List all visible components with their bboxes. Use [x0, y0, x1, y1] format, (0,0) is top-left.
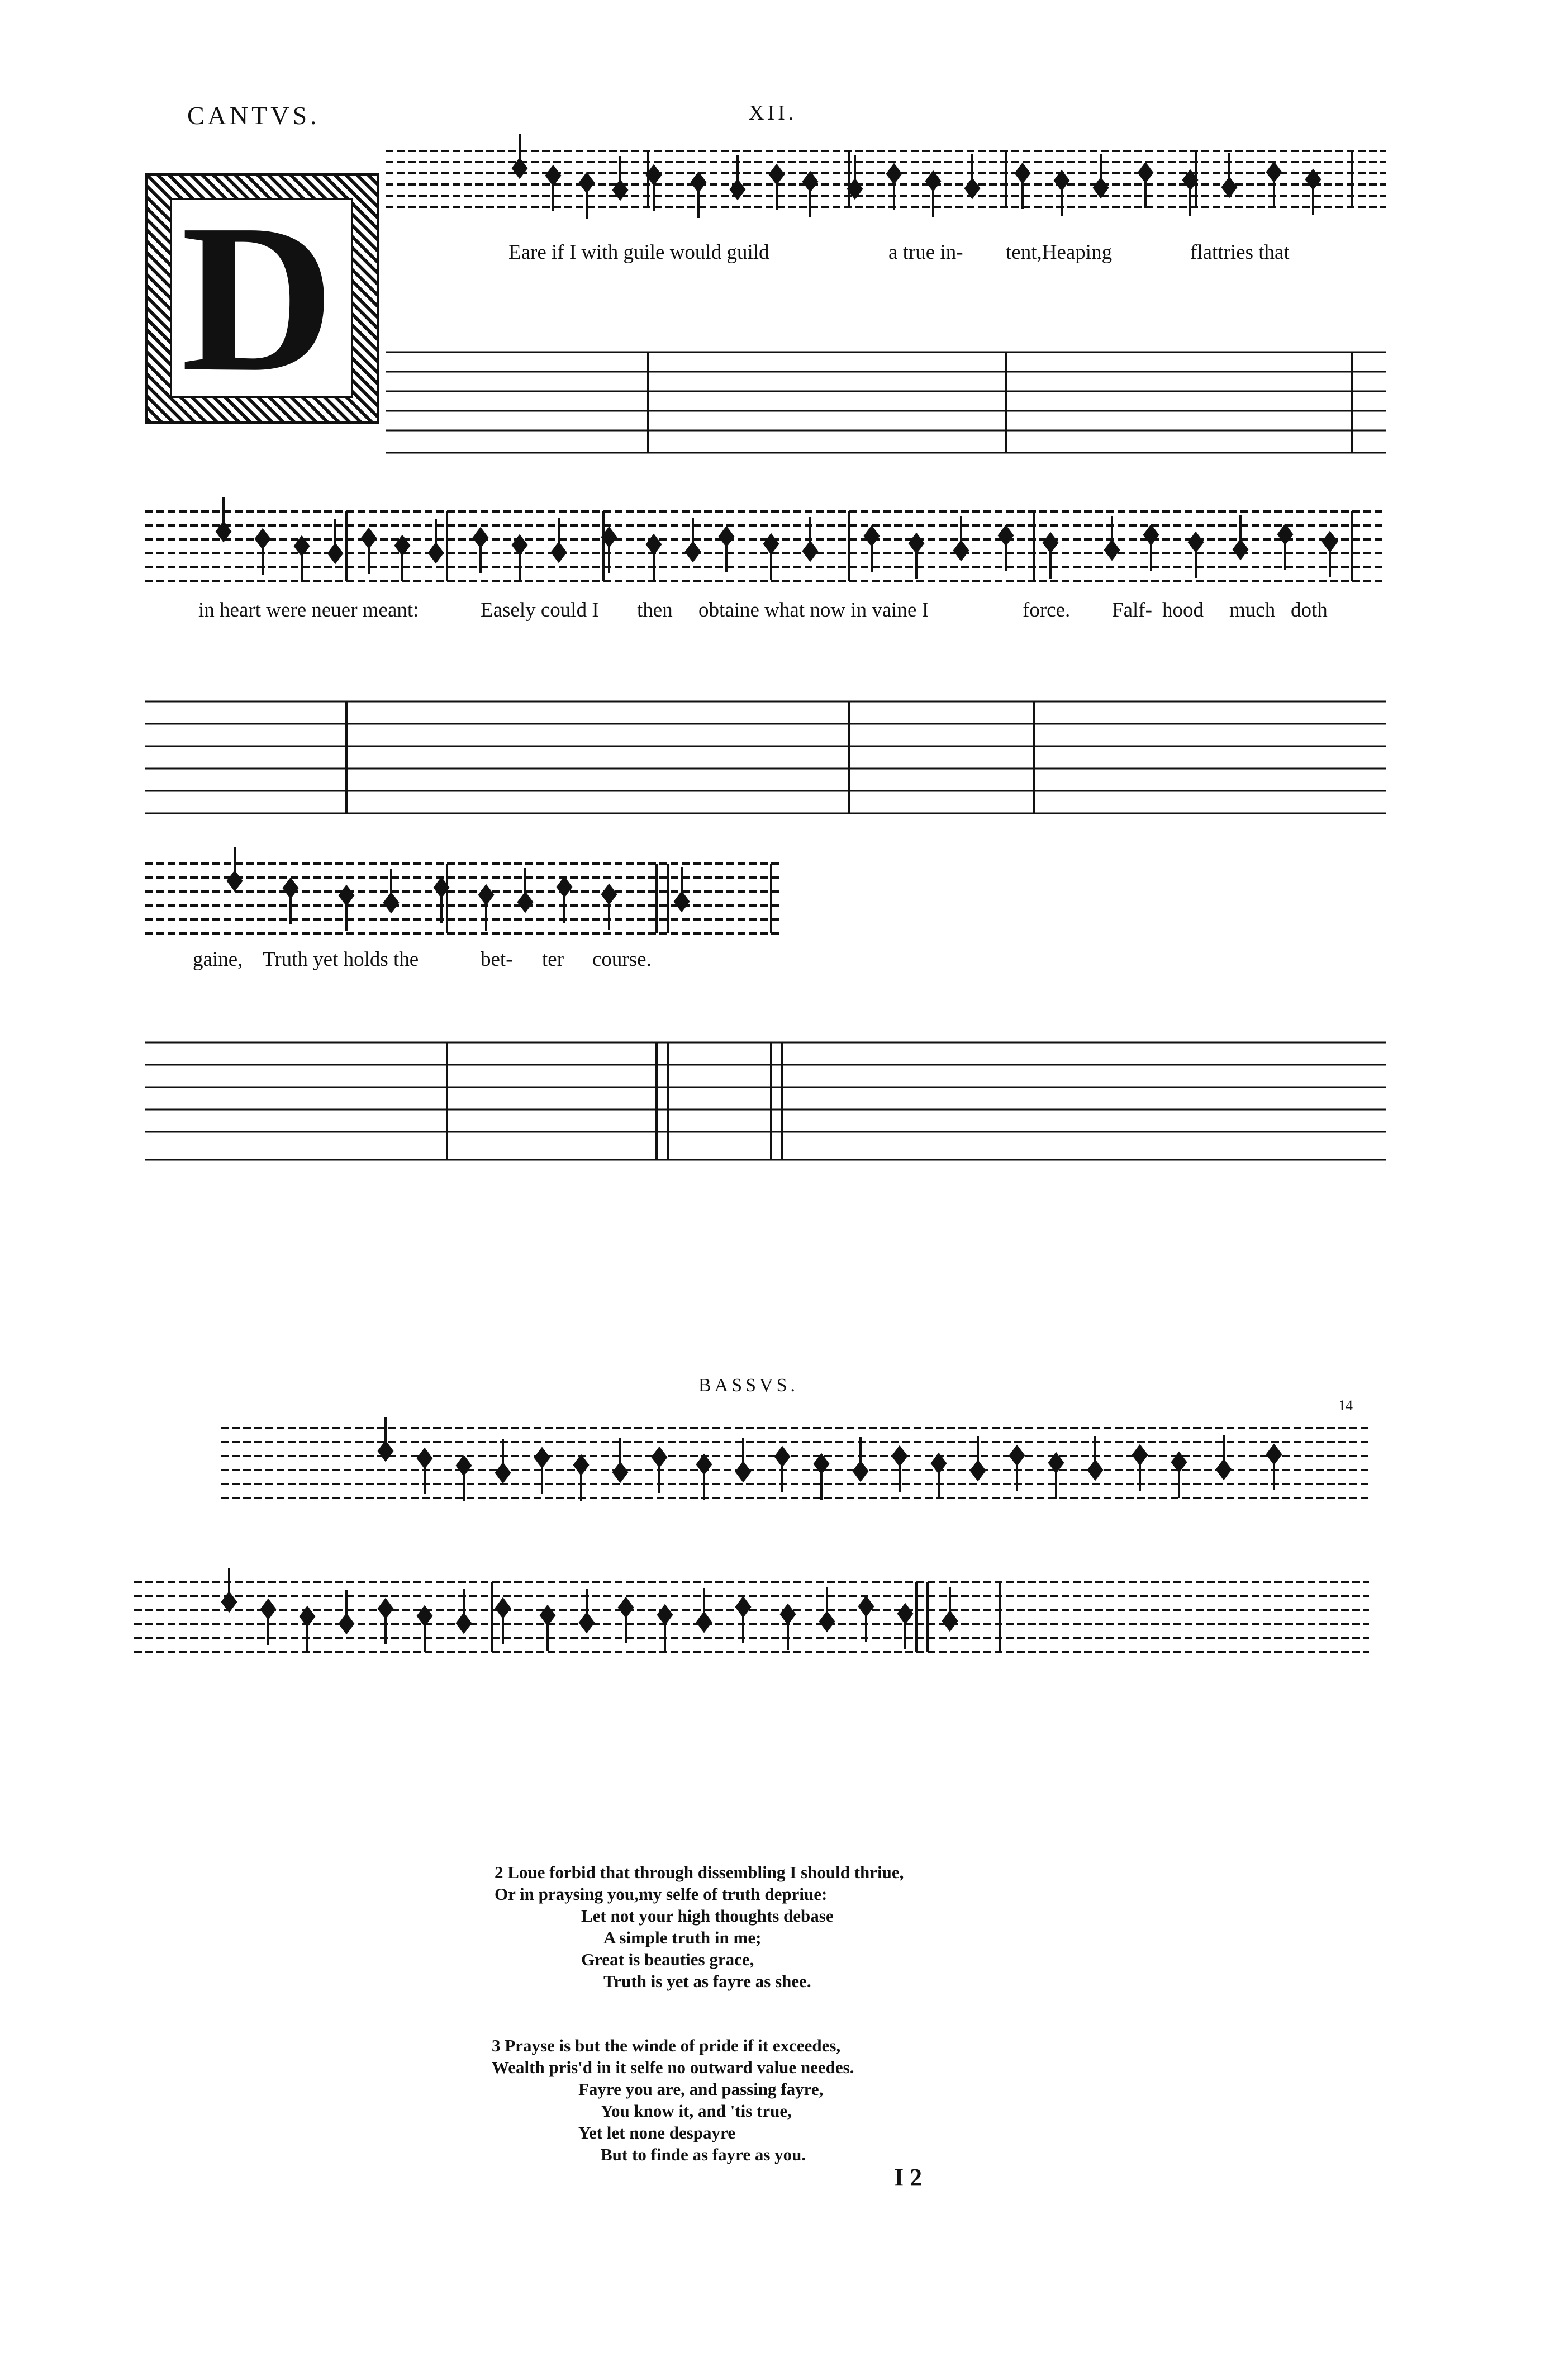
- lyric-2d: obtaine what now in vaine I: [698, 599, 929, 622]
- lyric-2e: force.: [1023, 599, 1071, 622]
- lyric-3c: bet-: [481, 948, 513, 971]
- note-head: [418, 1449, 431, 1467]
- lyric-3d: ter: [542, 948, 564, 971]
- note-head: [457, 1457, 470, 1475]
- note-head: [519, 893, 532, 911]
- note-head: [736, 1598, 750, 1616]
- note-head: [804, 542, 817, 560]
- lyric-2g: hood: [1162, 599, 1204, 622]
- note-head: [362, 529, 375, 547]
- note-head: [865, 527, 878, 545]
- verse-3-line: Fayre you are, and passing fayre,: [578, 2079, 824, 2099]
- note-head: [1016, 164, 1029, 182]
- verse-3-line: 3 Prayse is but the winde of pride if it exceedes,: [492, 2036, 841, 2055]
- note-head: [1139, 164, 1152, 182]
- signature-mark: I 2: [894, 2164, 923, 2191]
- note-head: [781, 1605, 795, 1623]
- note-head: [697, 1613, 711, 1631]
- note-head: [602, 885, 616, 903]
- lyric-2c: then: [637, 599, 673, 622]
- note-head: [1267, 1445, 1281, 1463]
- verse-3-line: But to finde as fayre as you.: [601, 2145, 806, 2164]
- verse-3-line: You know it, and 'tis true,: [601, 2101, 792, 2121]
- note-head: [658, 1606, 672, 1624]
- note-head: [971, 1462, 985, 1480]
- note-head: [776, 1448, 789, 1466]
- note-head: [580, 1614, 593, 1632]
- note-head: [804, 173, 817, 191]
- note-head: [1088, 1461, 1102, 1479]
- note-head: [496, 1464, 510, 1482]
- note-head: [256, 530, 269, 548]
- note-head: [764, 535, 778, 553]
- bassus-staff-2: [134, 1582, 1369, 1652]
- note-head: [474, 529, 487, 547]
- note-head: [692, 173, 705, 191]
- note-head: [1278, 525, 1292, 543]
- note-head: [1144, 526, 1158, 544]
- note-head: [284, 879, 297, 897]
- verse-2-line: Let not your high thoughts debase: [581, 1906, 834, 1926]
- lyric-2b: Easely could I: [481, 599, 599, 622]
- note-head: [558, 878, 571, 896]
- verse-2-line: Or in praysing you,my selfe of truth depriue:: [495, 1884, 828, 1904]
- note-head: [1133, 1446, 1147, 1464]
- verse-3-line: Yet let none despayre: [578, 2123, 735, 2142]
- note-head: [1323, 533, 1337, 551]
- note-head: [926, 172, 940, 190]
- note-head: [820, 1613, 834, 1630]
- note-head: [736, 1463, 750, 1481]
- lyric-2f: Falf-: [1112, 599, 1152, 622]
- tablature-staff-3: [145, 1042, 1386, 1160]
- note-glyphs: [217, 134, 1352, 1652]
- verse-2-line: 2 Loue forbid that through dissembling I should thriue,: [495, 1862, 904, 1882]
- note-head: [943, 1612, 957, 1630]
- lyric-3b: Truth yet holds the: [263, 948, 419, 971]
- note-head: [228, 872, 241, 890]
- note-head: [384, 894, 398, 912]
- lyric-3a: gaine,: [193, 948, 243, 971]
- note-head: [854, 1462, 867, 1480]
- note-head: [479, 886, 493, 904]
- verse-2-line: Truth is yet as fayre as shee.: [603, 1971, 811, 1991]
- lyric-2a: in heart were neuer meant:: [198, 599, 419, 622]
- note-head: [379, 1600, 392, 1618]
- note-head: [329, 544, 342, 562]
- note-head: [546, 167, 560, 184]
- note-head: [999, 527, 1012, 544]
- lyric-1c: tent,Heaping: [1006, 241, 1113, 264]
- note-head: [647, 535, 660, 553]
- note-head: [1217, 1461, 1230, 1478]
- lyric-3e: course.: [592, 948, 652, 971]
- verse-2-line: Great is beauties grace,: [581, 1950, 754, 1969]
- note-head: [457, 1614, 470, 1632]
- note-head: [1044, 534, 1057, 552]
- note-head: [340, 886, 353, 904]
- note-head: [1010, 1447, 1024, 1464]
- note-head: [340, 1615, 353, 1633]
- verse-2-line: A simple truth in me;: [603, 1928, 762, 1947]
- note-head: [686, 543, 700, 561]
- tablature-staff-2: [145, 701, 1386, 813]
- note-head: [1094, 179, 1107, 197]
- note-head: [893, 1447, 906, 1465]
- lyric-1b: a true in-: [888, 241, 963, 264]
- note-head: [1223, 178, 1236, 196]
- note-head: [899, 1605, 912, 1623]
- lyric-2i: doth: [1291, 599, 1328, 622]
- note-head: [580, 174, 593, 192]
- note-head: [1189, 533, 1202, 551]
- part-label: CANTVS.: [187, 101, 320, 130]
- note-head: [552, 543, 565, 561]
- note-head: [619, 1599, 633, 1616]
- verse-3: [492, 2035, 854, 2165]
- lyric-2h: much: [1229, 599, 1276, 622]
- note-head: [262, 1600, 275, 1618]
- note-head: [379, 1442, 392, 1460]
- verse-2: [495, 1861, 904, 1992]
- tablature-staff-1: [386, 352, 1386, 453]
- note-head: [535, 1449, 549, 1467]
- note-head: [859, 1597, 873, 1615]
- bassus-bar-number: 14: [1338, 1397, 1353, 1414]
- lyric-1d: flattries that: [1190, 241, 1290, 264]
- initial-letter: D: [181, 181, 335, 416]
- bassus-staff-1: [221, 1428, 1369, 1498]
- song-number: XII.: [749, 101, 797, 125]
- note-head: [770, 165, 783, 183]
- note-head: [720, 528, 733, 546]
- lyric-1a: Eare if I with guile would guild: [508, 241, 769, 264]
- note-head: [574, 1456, 588, 1474]
- bassus-label: BASSVS.: [698, 1375, 799, 1396]
- note-head: [910, 534, 923, 552]
- note-head: [887, 165, 901, 183]
- note-head: [429, 544, 443, 562]
- note-head: [1105, 541, 1119, 559]
- note-head: [675, 893, 688, 911]
- note-head: [1267, 163, 1281, 181]
- note-head: [614, 1463, 627, 1481]
- cantus-staff-1: [386, 151, 1386, 207]
- verse-3-line: Wealth pris'd in it selfe no outward value needes.: [492, 2057, 854, 2077]
- note-head: [653, 1448, 666, 1466]
- note-head: [1234, 541, 1247, 558]
- note-head: [954, 542, 968, 560]
- note-head: [496, 1599, 510, 1617]
